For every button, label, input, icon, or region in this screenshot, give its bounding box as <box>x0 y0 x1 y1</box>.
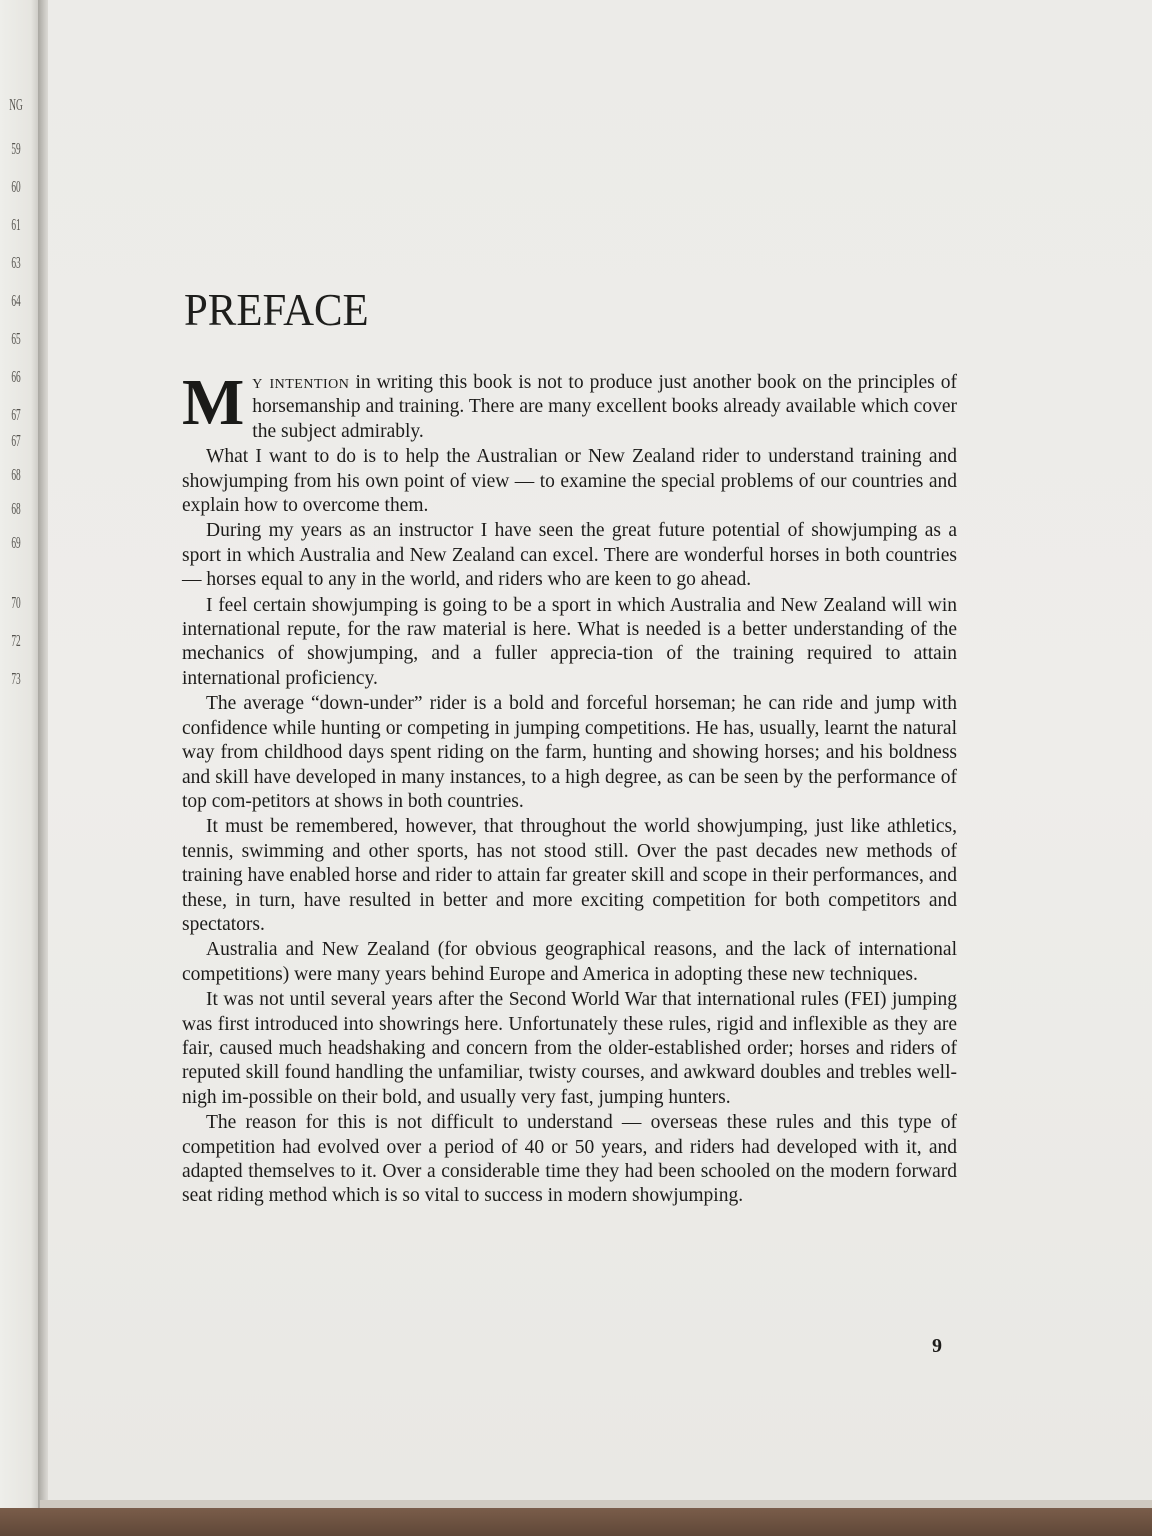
margin-mark: 69 <box>11 533 21 552</box>
paragraph-2: What I want to do is to help the Australian or New Zealand rider to understand training and showjumping from his own point of view — to examine the special problems of our countries and explain how to overcome them. <box>182 446 957 517</box>
paragraph-6: It must be remembered, however, that throughout the world showjumping, just like athletics, tennis, swimming and other sports, has not stood still. Over the past decades new methods of training have enabled horse and rider to attain far greater skill and scope in their performances, and these, in turn, have resulted in better and more exciting competition for both competitors and spectators. <box>182 816 957 935</box>
paragraph-1 <box>182 366 957 444</box>
margin-mark: 67 <box>11 431 21 450</box>
margin-mark: 68 <box>11 465 21 484</box>
paragraph-4: I feel certain showjumping is going to be a sport in which Australia and New Zealand will win international repute, for the raw material is here. What is needed is a better understanding of the mechanics of showjumping, and a fuller apprecia-tion of the training required to attain international proficiency. <box>182 594 957 689</box>
margin-mark: 67 <box>11 405 21 424</box>
paragraph-3: During my years as an instructor I have seen the great future potential of showjumping as a sport in which Australia and New Zealand can excel. There are wonderful horses in both countries — horses equal to any in the world, and riders who are keen to go ahead. <box>182 520 957 591</box>
paragraph-9: The reason for this is not difficult to understand — overseas these rules and this type of competition had evolved over a period of 40 or 50 years, and riders had developed with it, and adapted themselves to it. Over a considerable time they had been schooled on the modern forward seat riding method which is so vital to success in modern showjumping. <box>182 1112 957 1207</box>
paragraph-8: It was not until several years after the Second World War that international rules (FEI) jumping was first introduced into showrings here. Unfortunately these rules, rigid and inflexible as they are fair, caused much headshaking and concern from the older-established order; horses and riders of reputed skill found handling the unfamiliar, twisty courses, and awkward doubles and trebles well-nigh im-possible on their bold, and usually very fast, jumping hunters. <box>182 989 957 1108</box>
margin-mark: 68 <box>11 499 21 518</box>
margin-mark: 63 <box>11 253 21 272</box>
margin-mark: 66 <box>11 367 21 386</box>
margin-mark: NG <box>9 95 23 114</box>
margin-mark: 60 <box>11 177 21 196</box>
preface-body <box>182 366 957 1210</box>
margin-mark: 65 <box>11 329 21 348</box>
paragraph-5: The average “down-under” rider is a bold and forceful horseman; he can ride and jump with confidence while hunting or competing in jumping competitions. He has, usually, learnt the natural way from childhood days spent riding on the farm, hunting and showing horses; and his boldness and skill have developed in many instances, to a high degree, as can be seen by the performance of top com-petitors at shows in both countries. <box>182 693 957 812</box>
margin-mark: 73 <box>11 669 21 688</box>
paragraph-7: Australia and New Zealand (for obvious geographical reasons, and the lack of international competitions) were many years behind Europe and America in adopting these new techniques. <box>182 939 957 985</box>
page-title: PREFACE <box>184 283 369 335</box>
margin-mark: 70 <box>11 593 21 612</box>
margin-mark: 59 <box>11 139 21 158</box>
margin-mark: 61 <box>11 215 21 234</box>
drop-cap: M <box>182 366 245 439</box>
table-surface <box>0 1508 1152 1536</box>
lead-in-smallcaps: y intention <box>252 372 350 393</box>
margin-mark: 72 <box>11 631 21 650</box>
lead-in-text: in writing this book is not to produce just another book on the principles of horsemanship and training. There are many excellent books already available which cover the subject admirably. <box>252 372 957 442</box>
page-number: 9 <box>932 1335 942 1357</box>
margin-mark: 64 <box>11 291 21 310</box>
